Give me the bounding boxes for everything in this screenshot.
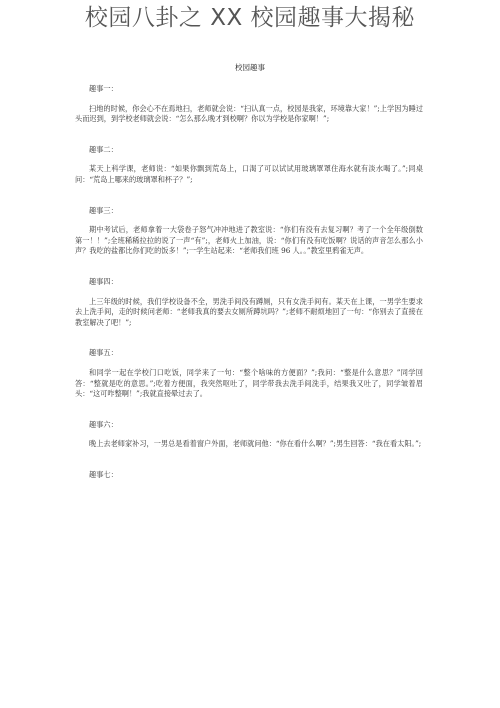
section-body: 晚上去老师家补习，一男总是看着窗户外面，老师就问他：“你在看什么啊？”;男生回答：“我在看太阳。”; xyxy=(89,439,422,449)
section-heading: 趣事七： xyxy=(89,469,118,479)
section-heading: 趣事五： xyxy=(89,348,118,358)
section-heading: 趣事四： xyxy=(89,276,118,286)
section-body: 扫地的时候，你会心不在焉地扫，老师就会说：“扫认真一点，校园是我家，环境靠大家！”;上学因为睡过头而迟到，到学校老师就会说：“怎么那么晚才到校啊？你以为学校是你家啊！”; xyxy=(75,103,423,124)
document-content xyxy=(75,84,423,480)
section-body: 某天上科学课，老师说：“如果你飘到荒岛上，口渴了可以试试用玻璃罩罩住海水就有淡水喝了。”;同桌问：“荒岛上哪来的玻璃罩和杯子？”; xyxy=(75,164,423,184)
section-body: 和同学一起在学校门口吃饭，同学来了一句：“整个啥味的方便面？”;我问：“整是什么意思？”同学回答：“整就是吃的意思。”;吃着方便面，我突然呕吐了，同学带我去洗手间洗手，结果我又吐了，同学皱着眉头：“这可咋整啊！”;我就直接晕过去了。 xyxy=(75,367,423,399)
section-heading: 趣事三： xyxy=(89,205,118,215)
section-body: 上三年级的时候，我们学校设备不全，男洗手间没有蹲厕，只有女洗手间有。某天在上课，一男学生要求去上洗手间，走的时候问老师：“老师我真的要去女厕所蹲坑吗？”;老师不耐烦地回了一句：“你别去了直接在教室解决了吧！”; xyxy=(75,296,423,327)
section-heading: 趣事二： xyxy=(89,144,118,154)
section-body: 期中考试后，老师拿着一大袋卷子怒气冲冲地进了教室说：“你们有没有去复习啊？考了一个全年级倒数第一！！”;全班稀稀拉拉的说了一声“有”;，老师火上加油，说：“你们有没有吃饭啊？说话的声音怎么那么小声？我吃的盐都比你们吃的饭多！”;一学生站起来：“老师我们班 96 人。。”教室里鸦雀无声。 xyxy=(75,225,423,256)
document-header-title: 校园八卦之 XX 校园趣事大揭秘 xyxy=(84,5,416,31)
document-subtitle: 校园趣事 xyxy=(235,63,265,72)
section-heading: 趣事一： xyxy=(89,84,118,93)
section-heading: 趣事六： xyxy=(89,419,118,429)
